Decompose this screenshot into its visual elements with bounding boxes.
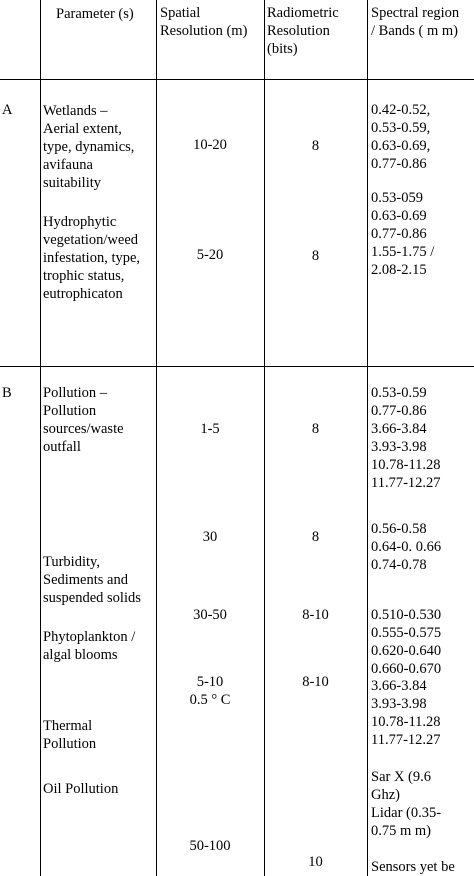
- text-line: algal blooms: [43, 647, 118, 663]
- text-line: sources/waste: [43, 421, 124, 437]
- param-pollution: [43, 384, 124, 456]
- text-line: 10.78-11.28: [371, 714, 441, 730]
- text-line: Turbidity,: [43, 554, 100, 570]
- text-line: 11.77-12.27: [371, 475, 441, 491]
- text-line: Wetlands –: [43, 103, 108, 119]
- text-line: Sensors yet be: [371, 859, 455, 875]
- spectral-hydrophytic: [371, 189, 434, 279]
- param-turbidity: [43, 553, 141, 607]
- radiometric-phytoplankton: 8-10: [302, 607, 329, 623]
- text-line: avifauna: [43, 157, 93, 173]
- spectral-wetlands: [371, 101, 430, 173]
- text-line: Phytoplankton /: [43, 629, 136, 645]
- text-line: 0.5 ° C: [189, 692, 231, 708]
- text-line: 11.77-12.27: [371, 732, 441, 748]
- text-line: 0.555-0.575: [371, 625, 442, 641]
- text-line: Ghz): [371, 787, 400, 803]
- text-line: Spectral region: [371, 5, 460, 21]
- row-divider: [0, 366, 474, 367]
- text-line: Aerial extent,: [43, 121, 122, 137]
- row-divider: [0, 79, 474, 80]
- param-oil: [43, 780, 118, 798]
- text-line: 2.08-2.15: [371, 262, 427, 278]
- text-line: Radiometric: [267, 5, 339, 21]
- text-line: type, dynamics,: [43, 139, 135, 155]
- text-line: 0.620-0.640: [371, 643, 442, 659]
- text-line: 0.63-0.69,: [371, 138, 431, 154]
- text-line: Oil Pollution: [43, 781, 119, 797]
- text-line: [371, 840, 455, 858]
- text-line: Pollution: [43, 736, 97, 752]
- text-line: / Bands ( m m): [371, 23, 458, 39]
- text-line: 0.53-059: [371, 190, 423, 206]
- text-line: 0.77-0.86: [371, 226, 427, 242]
- text-line: Resolution (m): [160, 23, 248, 39]
- spatial-wetlands: 10-20: [193, 137, 227, 153]
- text-line: 0.77-0.86: [371, 156, 427, 172]
- text-line: 1.55-1.75 /: [371, 244, 435, 260]
- text-line: 10.78-11.28: [371, 457, 441, 473]
- text-line: 3.66-3.84: [371, 421, 427, 437]
- column-divider: [40, 0, 41, 876]
- text-line: Lidar (0.35-: [371, 805, 442, 821]
- text-line: 3.93-3.98: [371, 439, 427, 455]
- spatial-hydrophytic: 5-20: [196, 247, 224, 263]
- header-spectral: [371, 4, 459, 40]
- text-line: outfall: [43, 439, 81, 455]
- spectral-phytoplankton: [371, 606, 441, 678]
- text-line: 0.53-0.59,: [371, 120, 431, 136]
- spatial-turbidity: 30: [202, 529, 218, 545]
- text-line: Thermal: [43, 718, 93, 734]
- text-line: 0.56-0.58: [371, 521, 427, 537]
- column-divider: [264, 0, 265, 876]
- text-line: 3.93-3.98: [371, 696, 427, 712]
- radiometric-pollution: 8: [311, 421, 320, 437]
- text-line: 0.53-0.59: [371, 385, 427, 401]
- spatial-phytoplankton: 30-50: [193, 607, 227, 623]
- text-line: 0.77-0.86: [371, 403, 427, 419]
- spatial-oil: 50-100: [189, 838, 231, 854]
- text-line: suspended solids: [43, 590, 141, 606]
- header-spatial: [160, 4, 247, 40]
- text-line: (bits): [267, 41, 298, 57]
- text-line: suitability: [43, 175, 101, 191]
- section-label-b: B: [2, 385, 12, 401]
- text-line: 3.66-3.84: [371, 678, 427, 694]
- text-line: Resolution: [267, 23, 330, 39]
- text-line: Sediments and: [43, 572, 128, 588]
- text-line: Spatial: [160, 5, 201, 21]
- text-line: infestation, type,: [43, 250, 141, 266]
- spatial-thermal: [156, 673, 264, 709]
- text-line: eutrophicaton: [43, 286, 123, 302]
- text-line: vegetation/weed: [43, 232, 139, 248]
- text-line: 0.75 m m): [371, 823, 432, 839]
- radiometric-oil: 10: [308, 854, 323, 870]
- param-wetlands: [43, 102, 134, 192]
- text-line: Pollution –: [43, 385, 108, 401]
- text-line: trophic status,: [43, 268, 125, 284]
- text-line: 0.660-0.670: [371, 661, 442, 677]
- header-parameter: Parameter (s): [56, 6, 134, 22]
- section-label-a: A: [2, 102, 13, 118]
- spectral-oil: [371, 768, 455, 876]
- text-line: 0.510-0.530: [371, 607, 442, 623]
- spectral-turbidity: [371, 520, 441, 574]
- column-divider: [156, 0, 157, 876]
- spectral-pollution: [371, 384, 441, 492]
- text-line: 0.42-0.52,: [371, 102, 431, 118]
- header-radiometric: [267, 4, 339, 58]
- text-line: 0.64-0. 0.66: [371, 539, 442, 555]
- param-thermal: [43, 717, 96, 753]
- spatial-pollution: 1-5: [200, 421, 220, 437]
- radiometric-wetlands: 8: [311, 138, 320, 154]
- radiometric-thermal: 8-10: [302, 674, 329, 690]
- text-line: Pollution: [43, 403, 97, 419]
- text-line: Sar X (9.6: [371, 769, 432, 785]
- radiometric-hydrophytic: 8: [311, 248, 320, 264]
- radiometric-turbidity: 8: [311, 529, 320, 545]
- column-divider: [367, 0, 368, 876]
- param-phytoplankton: [43, 628, 135, 664]
- param-hydrophytic: [43, 213, 140, 303]
- text-line: 0.74-0.78: [371, 557, 427, 573]
- spectral-thermal: [371, 677, 441, 749]
- text-line: 5-10: [196, 674, 224, 690]
- text-line: Hydrophytic: [43, 214, 117, 230]
- text-line: 0.63-0.69: [371, 208, 427, 224]
